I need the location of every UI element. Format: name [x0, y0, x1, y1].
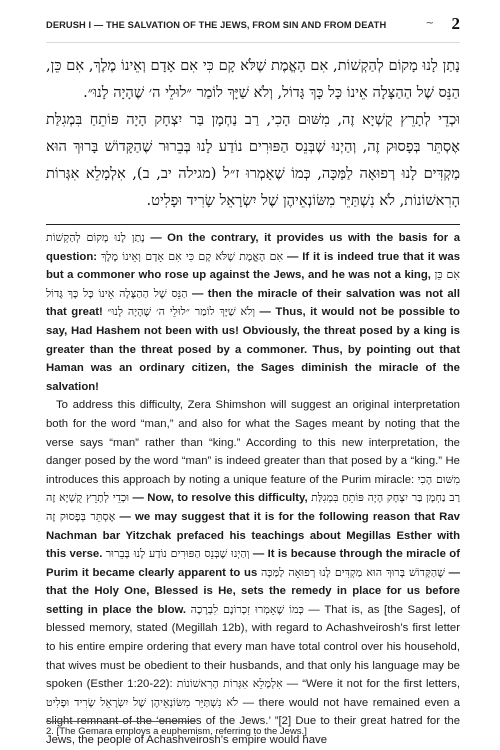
hebrew-lemma: אִם הָאֱמֶת שֶׁלֹּא קָם כִּי אִם אָדָם וְאֵינוֹ מֶלֶךְ — [100, 249, 284, 263]
commentary-paragraph — [46, 229, 460, 396]
divider — [46, 224, 460, 225]
explanation: — That is, as [the Sages], of blessed memory, stated (Megillah 12b), with regard to Achashveirosh’s first letter to his entire empire ordering that every man have total control over his household, that wives must be obedient to their husbands, and that only his language may be spoken (Esther 1:20-22): — [46, 603, 461, 691]
translation: — then the miracle of their salvation was not all that great! — [46, 287, 460, 319]
commentary-paragraph — [46, 396, 460, 749]
page-number: 2 — [451, 14, 460, 33]
hebrew-lemma: מִשּׁוּם הָכִי וּכְדֵי לְתָרֵץ קֻשְׁיָא זֶה — [46, 472, 460, 505]
footnote-divider — [46, 721, 196, 722]
translation: — On the contrary, it provides us with the basis for a question: — [46, 232, 461, 263]
hebrew-lemma: רַב נַחְמָן בַּר יִצְחָק הָיָה פּוֹתֵחַ בִּמְגִלַּת אֶסְתֵּר בְּפָסוּק זֶה — [46, 491, 460, 523]
hebrew-lemma: אִלְמָלֵא אִגְּרוֹת הָרִאשׁוֹנוֹת — [176, 677, 283, 691]
ornament-icon: ~ — [425, 18, 434, 29]
hebrew-lemma: כְּמוֹ שֶׁאָמְרוּ זִכְרוֹנָם לִבְרָכָה — [190, 602, 304, 616]
translation: — Now, to resolve this difficulty, — [129, 492, 312, 505]
hebrew-lemma: לֹא נִשְׁתַּיֵּר מִשּׂוֹנְאֵיהֶן שֶׁל יִשְׂרָאֵל שָׂרִיד וּפָלִיט — [46, 695, 239, 709]
footnote: 2. [The Gemara employs a euphemism, referring to the Jews.] — [46, 726, 307, 737]
translation: — It is because through the miracle of Purim it became clearly apparent to us — [46, 548, 460, 579]
translation: — that the Holy One, Blessed is He, sets the remedy in place for us before setting in place the blow. — [46, 566, 460, 616]
hebrew-lemma: וְלֹא שַׁיָּךְ לוֹמַר ״לוּלֵי ה׳ שֶׁהָיָה לָנוּ״ — [107, 305, 256, 319]
translation: — “Were it not for the first letters, — [282, 678, 461, 691]
hebrew-lemma: וְהַיְנוּ שֶׁבְּנֵס הַפּוּרִים נוֹדַע לָנוּ בְּבֵרוּר — [105, 547, 250, 561]
commentary-text — [46, 229, 460, 750]
translation: — we may suggest that it is for the following reason that Rav Nachman bar Yitzchak prefaced his teachings about Megillas Esther with this verse. — [46, 510, 460, 561]
hebrew-lemma: שֶׁהַקָּדוֹשׁ בָּרוּךְ הוּא מַקְדִּים לָנוּ רְפוּאָה לַמַּכָּה — [260, 565, 445, 579]
hebrew-lemma: אִם כֵּן הַנֵּס שֶׁל הַהַצָּלָה אֵינוֹ כָּל כָּךְ גָּדוֹל — [46, 268, 460, 300]
running-header — [46, 14, 460, 43]
hebrew-paragraph: נָתַן לָנוּ מָקוֹם לְהַקְשׁוֹת, אִם הָאֱמֶת שֶׁלֹּא קָם כִּי אִם אָדָם וְאֵינוֹ מֶלֶךְ, אִם כֵּן, הַנֵּס שֶׁל הַהַצָּלָה אֵינוֹ כָּל כָּךְ גָּדוֹל, וְלֹא שַׁיָּךְ לוֹמַר ״לוּלֵי ה׳ שֶׁהָיָה לָנוּ״. — [46, 57, 460, 101]
translation: — there would not have remained even a slight remnant of the ‘enemies of the Jews.’ ”[2] Due to their great hatred for the Jews, the people of Achashveirosh’s empire would have — [46, 696, 461, 747]
hebrew-main-text — [46, 52, 460, 214]
running-header-title: DERUSH I — THE SALVATION OF THE JEWS, FROM SIN AND FROM DEATH — [46, 20, 387, 30]
hebrew-lemma: נָתַן לָנוּ מָקוֹם לְהַקְשׁוֹת — [46, 231, 145, 244]
explanation: To address this difficulty, Zera Shimshon will suggest an original interpretation both for the word “man,” and also for what the Sages meant by noting that the verse says “man” rather than “king.” According to this new interpretation, the danger posed by the word “man” is indeed greater than that posed by a “king.” He introduces this approach by noting a unique feature of the Purim miracle: — [46, 399, 460, 486]
hebrew-paragraph: וּכְדֵי לְתָרֵץ קֻשְׁיָא זֶה, מִשּׁוּם הָכִי, רַב נַחְמָן בַּר יִצְחָק הָיָה פּוֹתֵחַ בִּמְגִלַּת אֶסְתֵּר בְּפָסוּק זֶה, וְהַיְנוּ שֶׁבְּנֵס הַפּוּרִים נוֹדַע לָנוּ בְּבֵרוּר שֶׁהַקָּדוֹשׁ בָּרוּךְ הוּא מַקְדִּים לָנוּ רְפוּאָה לַמַּכָּה, כְּמוֹ שֶׁאָמְרוּ ז״ל (מגילה יב, ב), אִלְמָלֵא אִגְּרוֹת הָרִאשׁוֹנוֹת, לֹא נִשְׁתַּיֵּר מִשּׂוֹנְאֵיהֶן שֶׁל יִשְׂרָאֵל שָׂרִיד וּפָלִיט. — [46, 111, 460, 209]
translation: — If it is indeed true that it was but a commoner who rose up against the Jews, and he was not a king, — [46, 250, 460, 282]
translation: — Thus, it would not be possible to say, Had Hashem not been with us! Obviously, the threat posed by a king is greater than the threat posed by a commoner. Thus, by pointing out that Haman was an ordinary citizen, the Sages diminish the miracle of the salvation! — [46, 306, 460, 393]
